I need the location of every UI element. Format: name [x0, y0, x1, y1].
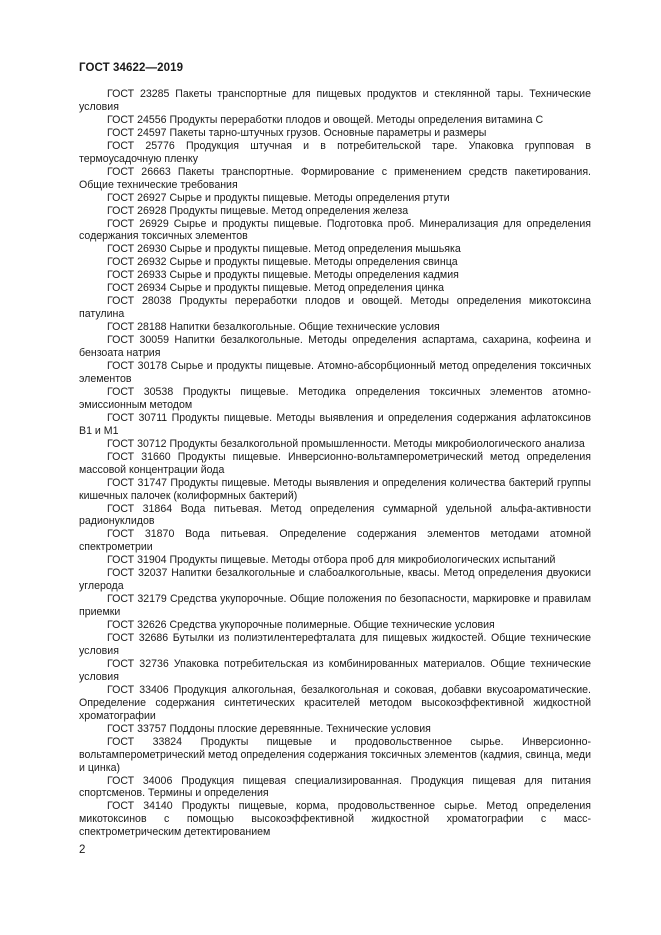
reference-item: ГОСТ 33824 Продукты пищевые и продовольственное сырье. Инверсионно-вольтамперометрический метод определения содержания токсичных элементов (кадмия, свинца, меди и цинка)	[79, 735, 591, 774]
reference-item: ГОСТ 34006 Продукция пищевая специализированная. Продукция пищевая для питания спортсменов. Термины и определения	[79, 774, 591, 800]
reference-item: ГОСТ 32626 Средства укупорочные полимерные. Общие технические условия	[107, 619, 495, 632]
reference-item: ГОСТ 32179 Средства укупорочные. Общие положения по безопасности, маркировке и правилам приемки	[79, 593, 591, 619]
reference-item: ГОСТ 31660 Продукты пищевые. Инверсионно-вольтамперометрический метод определения массовой концентрации йода	[79, 450, 591, 476]
page-header: ГОСТ 34622—2019	[79, 62, 184, 74]
reference-item: ГОСТ 24597 Пакеты тарно-штучных грузов. Основные параметры и размеры	[107, 126, 487, 139]
reference-item: ГОСТ 30538 Продукты пищевые. Методика определения токсичных элементов атомно-эмиссионным методом	[79, 385, 591, 411]
reference-item: ГОСТ 33757 Поддоны плоские деревянные. Технические условия	[107, 722, 431, 735]
reference-item: ГОСТ 31864 Вода питьевая. Метод определения суммарной удельной альфа-активности радионуклидов	[79, 502, 591, 528]
reference-item: ГОСТ 26927 Сырье и продукты пищевые. Методы определения ртути	[107, 191, 450, 204]
reference-item: ГОСТ 33406 Продукция алкогольная, безалкогольная и соковая, добавки вкусоароматические. Определение содержания синтетических красителей методом высокоэффективной жидкостной хроматографии	[79, 683, 591, 722]
reference-item: ГОСТ 30711 Продукты пищевые. Методы выявления и определения содержания афлатоксинов В1 и М1	[79, 411, 591, 437]
reference-item: ГОСТ 25776 Продукция штучная и в потребительской таре. Упаковка групповая в термоусадочную пленку	[79, 139, 591, 165]
reference-item: ГОСТ 34140 Продукты пищевые, корма, продовольственное сырье. Метод определения микотоксинов с помощью высокоэффективной жидкостной хроматографии с масс-спектрометрическим детектированием	[79, 800, 591, 839]
reference-item: ГОСТ 28038 Продукты переработки плодов и овощей. Методы определения микотоксина патулина	[79, 295, 591, 321]
reference-item: ГОСТ 31904 Продукты пищевые. Методы отбора проб для микробиологических испытаний	[107, 554, 556, 567]
reference-item: ГОСТ 32037 Напитки безалкогольные и слабоалкогольные, квасы. Метод определения двуокиси углерода	[79, 567, 591, 593]
reference-item: ГОСТ 28188 Напитки безалкогольные. Общие технические условия	[107, 321, 440, 334]
reference-item: ГОСТ 26933 Сырье и продукты пищевые. Методы определения кадмия	[107, 269, 459, 282]
reference-item: ГОСТ 26928 Продукты пищевые. Метод определения железа	[107, 204, 409, 217]
reference-item: ГОСТ 30059 Напитки безалкогольные. Методы определения аспартама, сахарина, кофеина и бензоата натрия	[79, 334, 591, 360]
reference-item: ГОСТ 30178 Сырье и продукты пищевые. Атомно-абсорбционный метод определения токсичных элементов	[79, 360, 591, 385]
reference-item: ГОСТ 24556 Продукты переработки плодов и овощей. Методы определения витамина С	[107, 113, 544, 126]
reference-item: ГОСТ 30712 Продукты безалкогольной промышленности. Методы микробиологического анализа	[107, 437, 585, 450]
reference-item: ГОСТ 26930 Сырье и продукты пищевые. Метод определения мышьяка	[107, 243, 461, 256]
reference-item: ГОСТ 26932 Сырье и продукты пищевые. Методы определения свинца	[107, 256, 458, 269]
reference-item: ГОСТ 31870 Вода питьевая. Определение содержания элементов методами атомной спектрометрии	[79, 528, 591, 554]
reference-item: ГОСТ 32736 Упаковка потребительская из комбинированных материалов. Общие технические условия	[79, 657, 591, 683]
reference-item: ГОСТ 26929 Сырье и продукты пищевые. Подготовка проб. Минерализация для определения содержания токсичных элементов	[79, 217, 591, 243]
reference-item: ГОСТ 26663 Пакеты транспортные. Формирование с применением средств пакетирования. Общие технические требования	[79, 165, 591, 191]
reference-item: ГОСТ 26934 Сырье и продукты пищевые. Метод определения цинка	[107, 282, 444, 295]
page-number: 2	[79, 844, 86, 856]
reference-item: ГОСТ 32686 Бутылки из полиэтилентерефталата для пищевых жидкостей. Общие технические условия	[79, 632, 591, 657]
reference-item: ГОСТ 31747 Продукты пищевые. Методы выявления и определения количества бактерий группы кишечных палочек (колиформных бактерий)	[79, 476, 591, 502]
reference-item: ГОСТ 23285 Пакеты транспортные для пищевых продуктов и стеклянной тары. Технические условия	[79, 88, 591, 113]
references-list	[79, 88, 591, 839]
